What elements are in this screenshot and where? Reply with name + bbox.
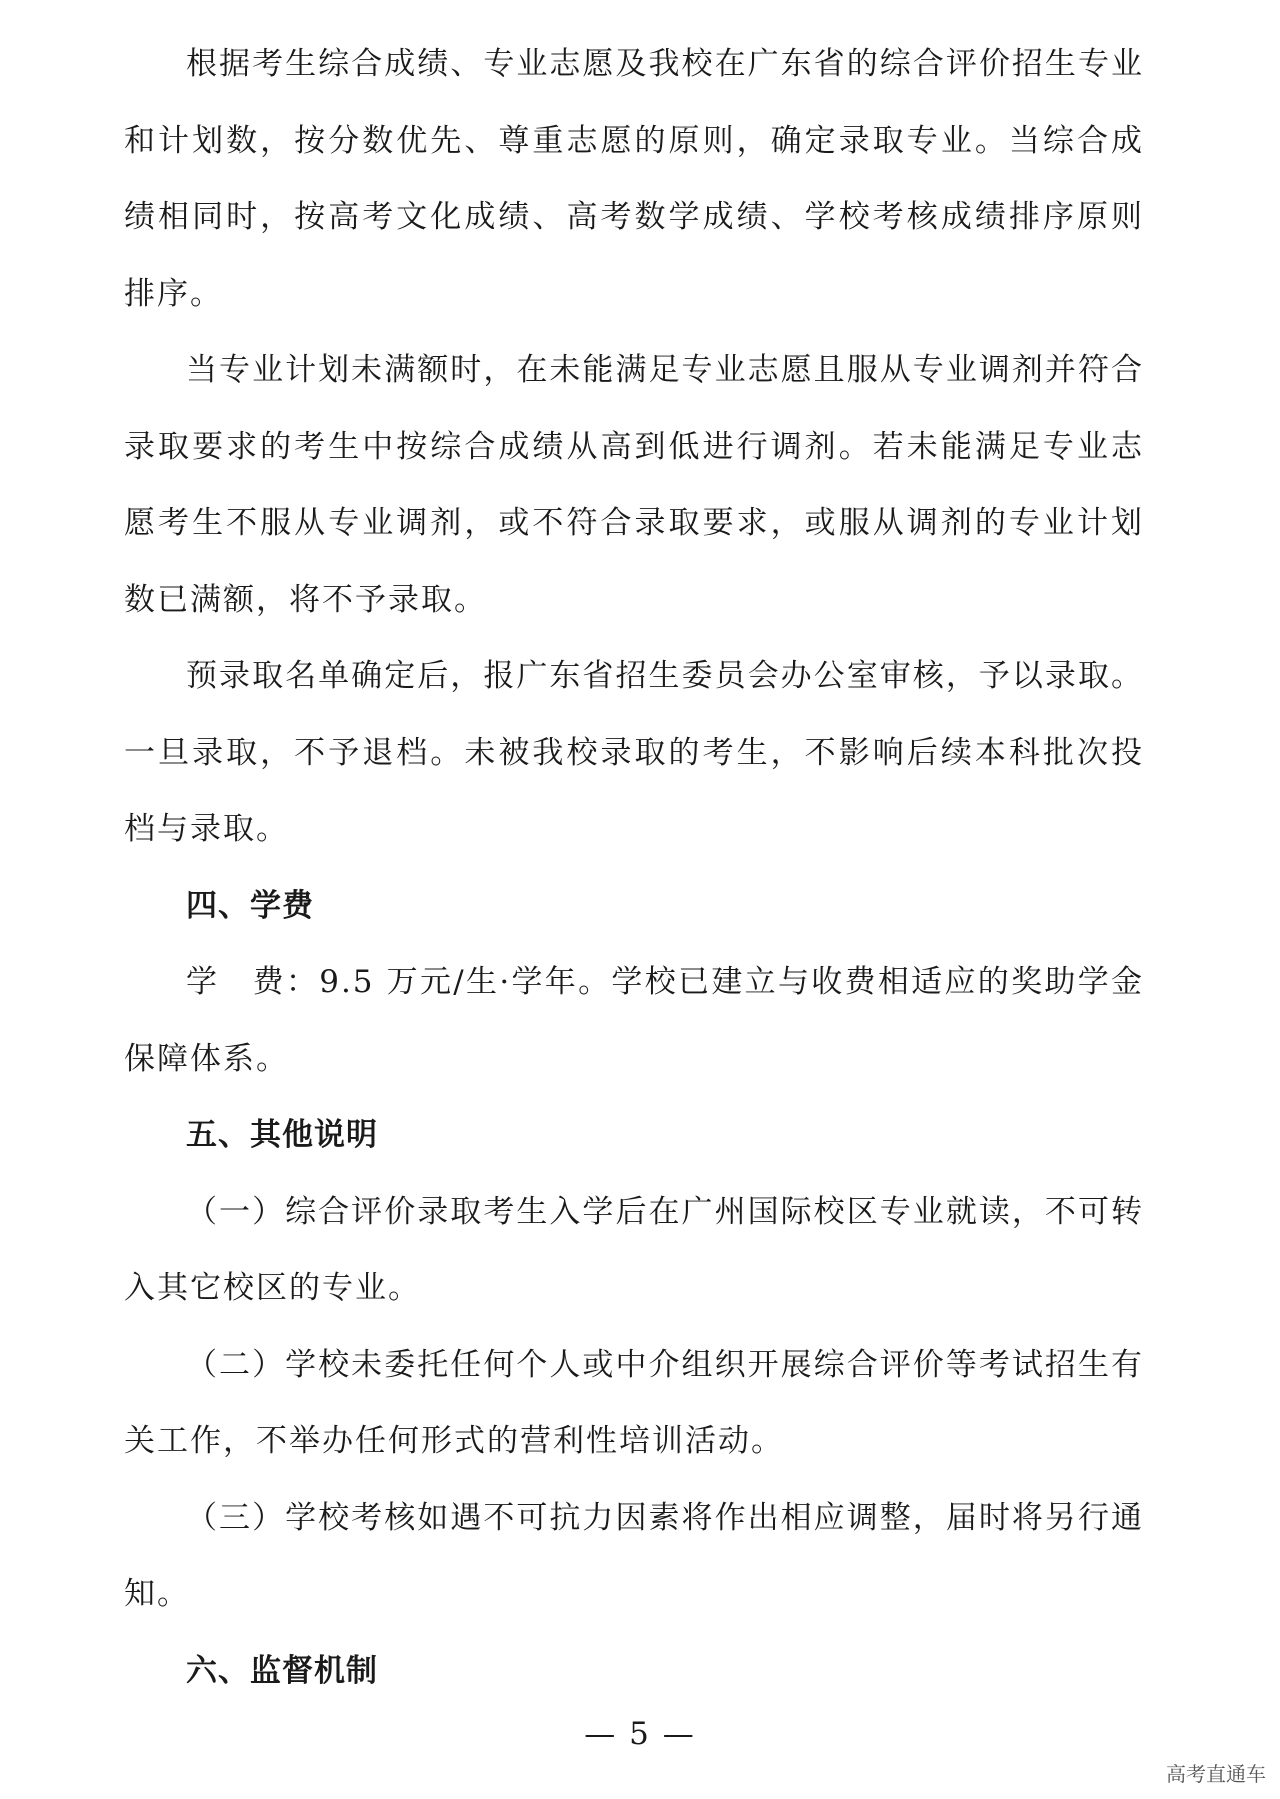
page-number: — 5 — [584, 1716, 696, 1752]
heading-tuition: 四、学费 [186, 887, 314, 924]
heading-supervision: 六、监督机制 [186, 1652, 378, 1689]
paragraph-note-2: （二）学校未委托任何个人或中介组织开展综合评价等考试招生有关工作，不举办任何形式的营利性培训活动。 [124, 1346, 1144, 1459]
paragraph-tuition: 学 费：9.5 万元/生·学年。学校已建立与收费相适应的奖助学金保障体系。 [124, 964, 1144, 1077]
paragraph-note-1: （一）综合评价录取考生入学后在广州国际校区专业就读，不可转入其它校区的专业。 [124, 1193, 1144, 1306]
document-body [124, 26, 1144, 1709]
paragraph-adjustment: 当专业计划未满额时，在未能满足专业志愿且服从专业调剂并符合录取要求的考生中按综合成绩从高到低进行调剂。若未能满足专业志愿考生不服从专业调剂，或不符合录取要求，或服从调剂的专业计划数已满额，将不予录取。 [124, 352, 1144, 618]
watermark-text: 高考直通车 [1166, 1762, 1266, 1786]
paragraph-pre-admission: 预录取名单确定后，报广东省招生委员会办公室审核，予以录取。一旦录取，不予退档。未被我校录取的考生，不影响后续本科批次投档与录取。 [124, 658, 1144, 847]
heading-other-notes: 五、其他说明 [186, 1117, 378, 1153]
paragraph-note-3: （三）学校考核如遇不可抗力因素将作出相应调整，届时将另行通知。 [124, 1499, 1144, 1612]
paragraph-admission-basis: 根据考生综合成绩、专业志愿及我校在广东省的综合评价招生专业和计划数，按分数优先、尊重志愿的原则，确定录取专业。当综合成绩相同时，按高考文化成绩、高考数学成绩、学校考核成绩排序原则排序。 [124, 46, 1144, 312]
